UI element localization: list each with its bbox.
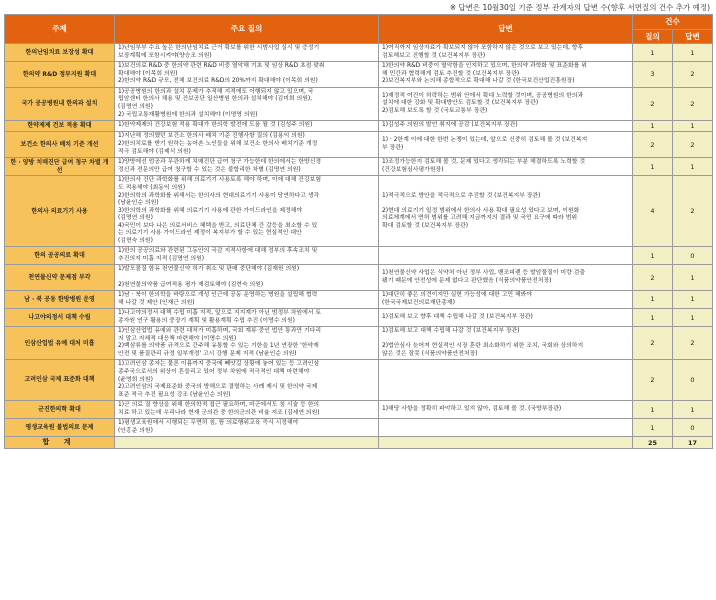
row-question <box>115 176 379 247</box>
total-question-count: 25 <box>633 437 673 449</box>
row-answer-count: 2 <box>673 62 713 88</box>
answer-line: 1)검토해 보고 향후 대책 수립해 나갈 것 (보건복지부 장관) <box>382 313 533 320</box>
row-topic: 남 · 북 공동 한방병원 운영 <box>5 291 115 309</box>
row-topic: 한의 공공의료 확대 <box>5 247 115 265</box>
row-question <box>115 309 379 327</box>
answer-line: 검토해보고 진행할 것 (보건복지부 장관) <box>382 52 486 59</box>
question-line: 정신과 전문의만 급여 청구할 수 있는 것은 불합리한 차별 (김명연 의원) <box>118 166 301 173</box>
row-question-count: 1 <box>633 419 673 437</box>
answer-line: 2)검토해 보도록 할 것 (국토교통부 장관) <box>382 107 488 114</box>
header-answer-count: 답변 <box>673 29 713 44</box>
row-question-count: 2 <box>633 132 673 158</box>
row-answer <box>379 247 633 265</box>
row-topic: 인삼산업법 유예 대처 미흡 <box>5 327 115 360</box>
table-row <box>5 176 713 247</box>
question-line: 2)한의약 R&D 규모, 전체 보건의료 R&D의 20%까지 확대해야 (이목희 의원) <box>118 78 318 85</box>
table-row <box>5 247 713 265</box>
total-answer-count: 17 <box>673 437 713 449</box>
answer-line: 확대 검토할 것 (보건복지부 장관) <box>382 222 469 229</box>
question-line <box>118 274 375 282</box>
row-question <box>115 87 379 120</box>
table-body <box>5 44 713 437</box>
answer-line: 2)보건복지부와 논의해 종합적으로 확대해 나갈 것 (한국보건산업진흥원장) <box>382 78 575 85</box>
question-line: 2)고려인삼의 국제표준화 중국의 방해으로 결렬하는 사례 제시 및 한의약 국제 <box>118 384 318 391</box>
table-row <box>5 265 713 291</box>
table-row <box>5 327 713 360</box>
answer-line: 1)적극적으로 방안을 적극적으로 추진할 것 (보건복지부 장관) <box>382 192 541 199</box>
question-line: 적극 검토해야 (김제식 의원) <box>118 148 191 155</box>
row-topic: 한 · 양방 치매진단 급여 청구 차별 개선 <box>5 158 115 176</box>
question-line: (김명연 의원) <box>118 104 153 111</box>
answer-line: 1)천연물신약 사업은 식약처 아닌 정부 사업, 벤조피렌 등 발암물질이 미량 검출 <box>382 270 586 277</box>
question-line: 도 적용해야 (최동익 의원) <box>118 184 186 191</box>
row-answer-count: 1 <box>673 158 713 176</box>
row-answer-count: 1 <box>673 291 713 309</box>
answer-line: 부 장관) <box>382 144 404 151</box>
row-topic: 한의사 의료기기 사용 <box>5 176 115 247</box>
table-row <box>5 158 713 176</box>
table-row <box>5 62 713 88</box>
row-question <box>115 121 379 132</box>
row-topic: 천연물신약 문제점 부각 <box>5 265 115 291</box>
question-line: 1)공공병원의 한의과 설치 문제가 추적해 지적에도 이행되지 않고 있으며, 국 <box>118 88 314 95</box>
header-count: 건수 <box>633 15 713 30</box>
row-answer <box>379 176 633 247</box>
answer-line: (한국국제보건의료재단총재) <box>382 299 455 306</box>
row-question <box>115 291 379 309</box>
question-line: 표준 적극 추진 필요성 강조 (남윤인순 의원) <box>118 391 231 398</box>
answer-line: 1) · 2한계 이에 대한 한번 논쟁이 있는데, 앞으로 신중히 검토해 볼 것 (보건복지 <box>382 137 588 144</box>
row-answer-count: 1 <box>673 401 713 419</box>
table-note: ※ 답변은 10월30일 기준 정부 관계자의 답변 수(향후 서면질의 건수 추가 예정) <box>449 3 710 12</box>
answer-line <box>382 200 629 208</box>
answer-line: 1)여직까지 임상자료가 확보되지 않아 포함하지 않은 것으로 보고 있는데, 향후 <box>382 45 584 52</box>
row-answer-count: 2 <box>673 132 713 158</box>
row-answer-count: 1 <box>673 121 713 132</box>
question-line: 4)국민이 보다 나은 의료서비스 혜택을 받고, 의료단체 간 갈등을 최소할 수 있 <box>118 222 318 229</box>
table-row <box>5 291 713 309</box>
question-line: 지 말고 자체적 대응책 마련해야 (이명수 의원) <box>118 335 237 342</box>
table-row <box>5 360 713 401</box>
question-line: 안전 및 품질관리 규정 일부개정' 고시 강행 문제 지적 (남윤인순 의원) <box>118 350 297 357</box>
row-answer <box>379 327 633 360</box>
answer-line: 1)검토해 보고 대책 수립해 나갈 것 (보건복지부 장관) <box>382 328 520 335</box>
row-question-count: 1 <box>633 121 673 132</box>
row-topic: 보건소 한의사 배치 기준 개선 <box>5 132 115 158</box>
row-question <box>115 158 379 176</box>
row-topic: 한약제제 건보 적용 확대 <box>5 121 115 132</box>
table-row <box>5 87 713 120</box>
row-topic: 나고야의정서 대책 수립 <box>5 309 115 327</box>
question-line: 1)한약제제의 건강보험 적용 확대가 한의학 발전에 도움 될 것 (김성주 의원) <box>118 122 313 129</box>
row-question-count: 2 <box>633 87 673 120</box>
question-line: 립암센터 한의사 채용 및 건보공단 일산병원 한의과 설치해야 (김미희 의원), <box>118 96 313 103</box>
table-row <box>5 419 713 437</box>
row-question-count: 1 <box>633 309 673 327</box>
row-answer <box>379 265 633 291</box>
answer-line: (건강보험심사평가원장) <box>382 166 444 173</box>
question-line: (윤명희 의원) <box>118 376 153 383</box>
national-audit-table <box>4 14 713 449</box>
answer-line: 1)한의약 R&D 비중이 열악함을 인지하고 있으며, 한의약 과학화 및 표준화를 위 <box>382 63 587 70</box>
row-answer-count: 2 <box>673 87 713 120</box>
row-answer <box>379 87 633 120</box>
question-line: 1)나고야의정서 대책 수립 미흡 지적, 앞으로 지지계가 아닌 범정부 차원에서 토 <box>118 310 322 317</box>
question-line: 확대해야 (이목희 의원) <box>118 70 178 77</box>
row-topic: 평생교육원 불법의료 문제 <box>5 419 115 437</box>
row-question-count: 1 <box>633 44 673 62</box>
question-line: 1)남 · 북이 한의학을 바탕으로 개성 인근에 공동 운영하는 병원을 설립해 협력 <box>118 292 318 299</box>
row-question-count: 1 <box>633 247 673 265</box>
answer-line <box>382 424 629 432</box>
answer-line: 해 민간과 협력해게 검토 추진할 것 (보건복지부 장관) <box>382 70 520 77</box>
question-line: 종주국으로서의 위상이 흔들리고 있어 정부 차원에 적극적인 대책 마련해야 <box>118 368 310 375</box>
row-question <box>115 265 379 291</box>
row-question <box>115 132 379 158</box>
header-answer: 답변 <box>379 15 633 44</box>
row-question-count: 1 <box>633 158 673 176</box>
question-line: 1)양방에선 엄공과 무관하게 치매진단 급여 청구 가능한데 한의에서는 한방신경 <box>118 159 322 166</box>
row-question <box>115 419 379 437</box>
row-topic: 국가 공공병원내 한의과 설치 <box>5 87 115 120</box>
row-answer-count: 1 <box>673 44 713 62</box>
row-answer <box>379 360 633 401</box>
question-line: (김명연 의원) <box>118 215 153 222</box>
total-answer-blank <box>379 437 633 449</box>
row-answer-count: 1 <box>673 265 713 291</box>
row-topic: 한의난임치료 보장성 확대 <box>5 44 115 62</box>
row-answer-count: 0 <box>673 360 713 401</box>
row-answer <box>379 401 633 419</box>
answer-line <box>382 252 629 260</box>
row-answer-count: 0 <box>673 247 713 265</box>
answer-line: 의료체계에서 면허 범위를 고려해 지금까지의 결과 및 국민 요구에 따라 범위 <box>382 215 578 222</box>
row-answer-count: 1 <box>673 309 713 327</box>
row-question-count: 1 <box>633 291 673 309</box>
question-line: 1)지난해 정의했던 보건소 한의사 배치 기준 진행사항 질의 (김용익 의원) <box>118 133 305 140</box>
row-topic: 한의약 R&D 정부지원 확대 <box>5 62 115 88</box>
question-line: 보장계획에 포함시켜야(양승조 의원) <box>118 52 212 59</box>
table-row <box>5 401 713 419</box>
answer-line: 2)법안심사 늦어져 현실적인 시장 혼란 최소화하기 위한 조치, 국회와 상의하지 <box>382 343 584 350</box>
question-line: 2)한의학의 과학화를 위해서는 한의사의 현대의료기기 사용이 당연하다고 생각 <box>118 192 320 199</box>
question-line: 1)보건의료 R&D 중 한의약 관련 R&D 비중 열악해 기초 및 임상 R&D 초점 맞춰 <box>118 63 325 70</box>
question-line: 1)평생교육원에서 시행되는 무면허 침, 뜸 의료행위교육 즉시 시정해야 <box>118 420 299 427</box>
answer-line: 설치에 대한 강화 및 확대방안도 검토할 것 (보건복지부 장관) <box>382 100 539 107</box>
question-line: (김현숙 의원) <box>118 237 153 244</box>
row-question <box>115 62 379 88</box>
table-row <box>5 44 713 62</box>
total-question-blank <box>115 437 379 449</box>
question-line: 1)인삼산업법 유예와 관련 대처가 미흡하며, 국회 계류 중인 법안 통과만 기다리 <box>118 328 322 335</box>
question-line: 1)군 의료 질 향상을 위해 한의학적 접근 필요하며, 미군에서도 침 시술 등 한의 <box>118 402 320 409</box>
question-line: 1)발모물질 함유 천연물신약 허가 취소 및 판매 중단해야 (김재원 의원) <box>118 266 300 273</box>
row-answer <box>379 132 633 158</box>
row-question-count: 3 <box>633 62 673 88</box>
row-question <box>115 401 379 419</box>
header-question: 주요 질의 <box>115 15 379 44</box>
question-line: 1)난임부부 수요 높은 한의난임치료 근거 확보를 위한 시범사업 실시 및 증정기 <box>118 45 320 52</box>
row-answer <box>379 44 633 62</box>
question-line: 치료 하고 있는데 우리나라 현재 군의관 중 한의군의관 비율 저조 (김세연 의원) <box>118 409 320 416</box>
row-question-count: 2 <box>633 265 673 291</box>
answer-line: 2)현대 의료기기 일정 범위에서 한의사 사용 확대 필요성 있다고 보며, 이원화 <box>382 207 580 214</box>
answer-line: 1)조정가능한지 검토해 볼 것, 문제 있다고 생각되는 부분 해결하도록 노력할 것 <box>382 159 586 166</box>
question-line: 종자원 연구 활용의 중장기 계획 및 활용계획 수립 추진 (이명수 의원) <box>118 317 295 324</box>
question-line: 2)천연물의약품 급여적용 평가 재검토해야 (김현숙 의원) <box>118 281 264 288</box>
row-question <box>115 247 379 265</box>
question-line: 1)고려인삼 종자는 물론 이름까지 중국에 빼앗길 상황에 놓여 있는 등 고려인삼 <box>118 361 320 368</box>
row-question <box>115 360 379 401</box>
answer-line: 않은 것은 잘못 (식품의약품안전처장) <box>382 350 478 357</box>
row-answer <box>379 158 633 176</box>
question-line: (안홍준 의원) <box>118 427 153 434</box>
table-row <box>5 309 713 327</box>
answer-line: 1)대단히 좋은 의견이지만 실현 가능성에 대한 고민 해봐야 <box>382 292 533 299</box>
row-question-count: 4 <box>633 176 673 247</box>
question-line: 2) 국립교통재활병원에 한의과 설치해야 (이명영 의원) <box>118 111 258 118</box>
table-row <box>5 132 713 158</box>
answer-line: 1)김성주 의원의 발언 취지에 공감 (보건복지부 장관) <box>382 122 518 129</box>
question-line: 3)한의학의 과학화를 위해 의료기기 사용에 관한 가이드라인을 제정해야 <box>118 207 303 214</box>
answer-line: 1)해당 사항을 정확히 파악하고 있지 않아, 검토해 볼 것. (국방부장관) <box>382 405 562 412</box>
question-line: 해 나갈 것 제안 (인재근 의원) <box>118 299 195 306</box>
question-line: 1)한의사 진단 과학화를 위해 의료기기 사용토록 해야 하며, 이에 대해 건강보험 <box>118 177 322 184</box>
row-answer-count: 0 <box>673 419 713 437</box>
row-question <box>115 44 379 62</box>
question-line: 2)백삼류를 의약품 규격으로 간주해 유통할 수 있는 기한을 1년 연장한 '한약재 <box>118 343 319 350</box>
row-answer-count: 2 <box>673 327 713 360</box>
row-topic: 군진한의학 확대 <box>5 401 115 419</box>
row-answer <box>379 419 633 437</box>
header-question-count: 질의 <box>633 29 673 44</box>
row-topic: 고려인삼 국제 표준화 대책 <box>5 360 115 401</box>
header-topic: 주제 <box>5 15 115 44</box>
question-line: 추진의지 미흡 지적 (김명연 의원) <box>118 255 205 262</box>
row-question <box>115 327 379 360</box>
answer-line: 됐기 때문에 안전성에 문제 없다고 판단했음 (식품의약품안전처장) <box>382 277 552 284</box>
table-row <box>5 121 713 132</box>
row-answer <box>379 309 633 327</box>
row-answer <box>379 121 633 132</box>
question-line: 는 의료기기 사용 가이드라인 제정이 복지부가 할 수 있는 현실적인 대안 <box>118 230 302 237</box>
total-label: 합 계 <box>5 437 115 449</box>
question-line: 2)한의치료를 받기 원하는 농어촌 노인들을 위해 보건소 한의사 배치기준 개정 <box>118 140 318 147</box>
national-audit-table-wrapper <box>4 14 712 449</box>
question-line: (남윤인순 의원) <box>118 200 159 207</box>
row-answer <box>379 291 633 309</box>
answer-line <box>382 377 629 385</box>
row-question-count: 2 <box>633 360 673 401</box>
question-line: 1)한의 공공의료와 관련된 그동안의 국감 지적사항에 대해 정부의 후속조치 및 <box>118 248 318 255</box>
row-answer <box>379 62 633 88</box>
row-answer-count: 2 <box>673 176 713 247</box>
row-question-count: 2 <box>633 327 673 360</box>
answer-line: 1)재정적 여건이 허락하는 범위 안에서 확대 노력할 것이며, 공공병원의 한의과 <box>382 92 584 99</box>
total-row <box>5 437 713 449</box>
row-question-count: 1 <box>633 401 673 419</box>
